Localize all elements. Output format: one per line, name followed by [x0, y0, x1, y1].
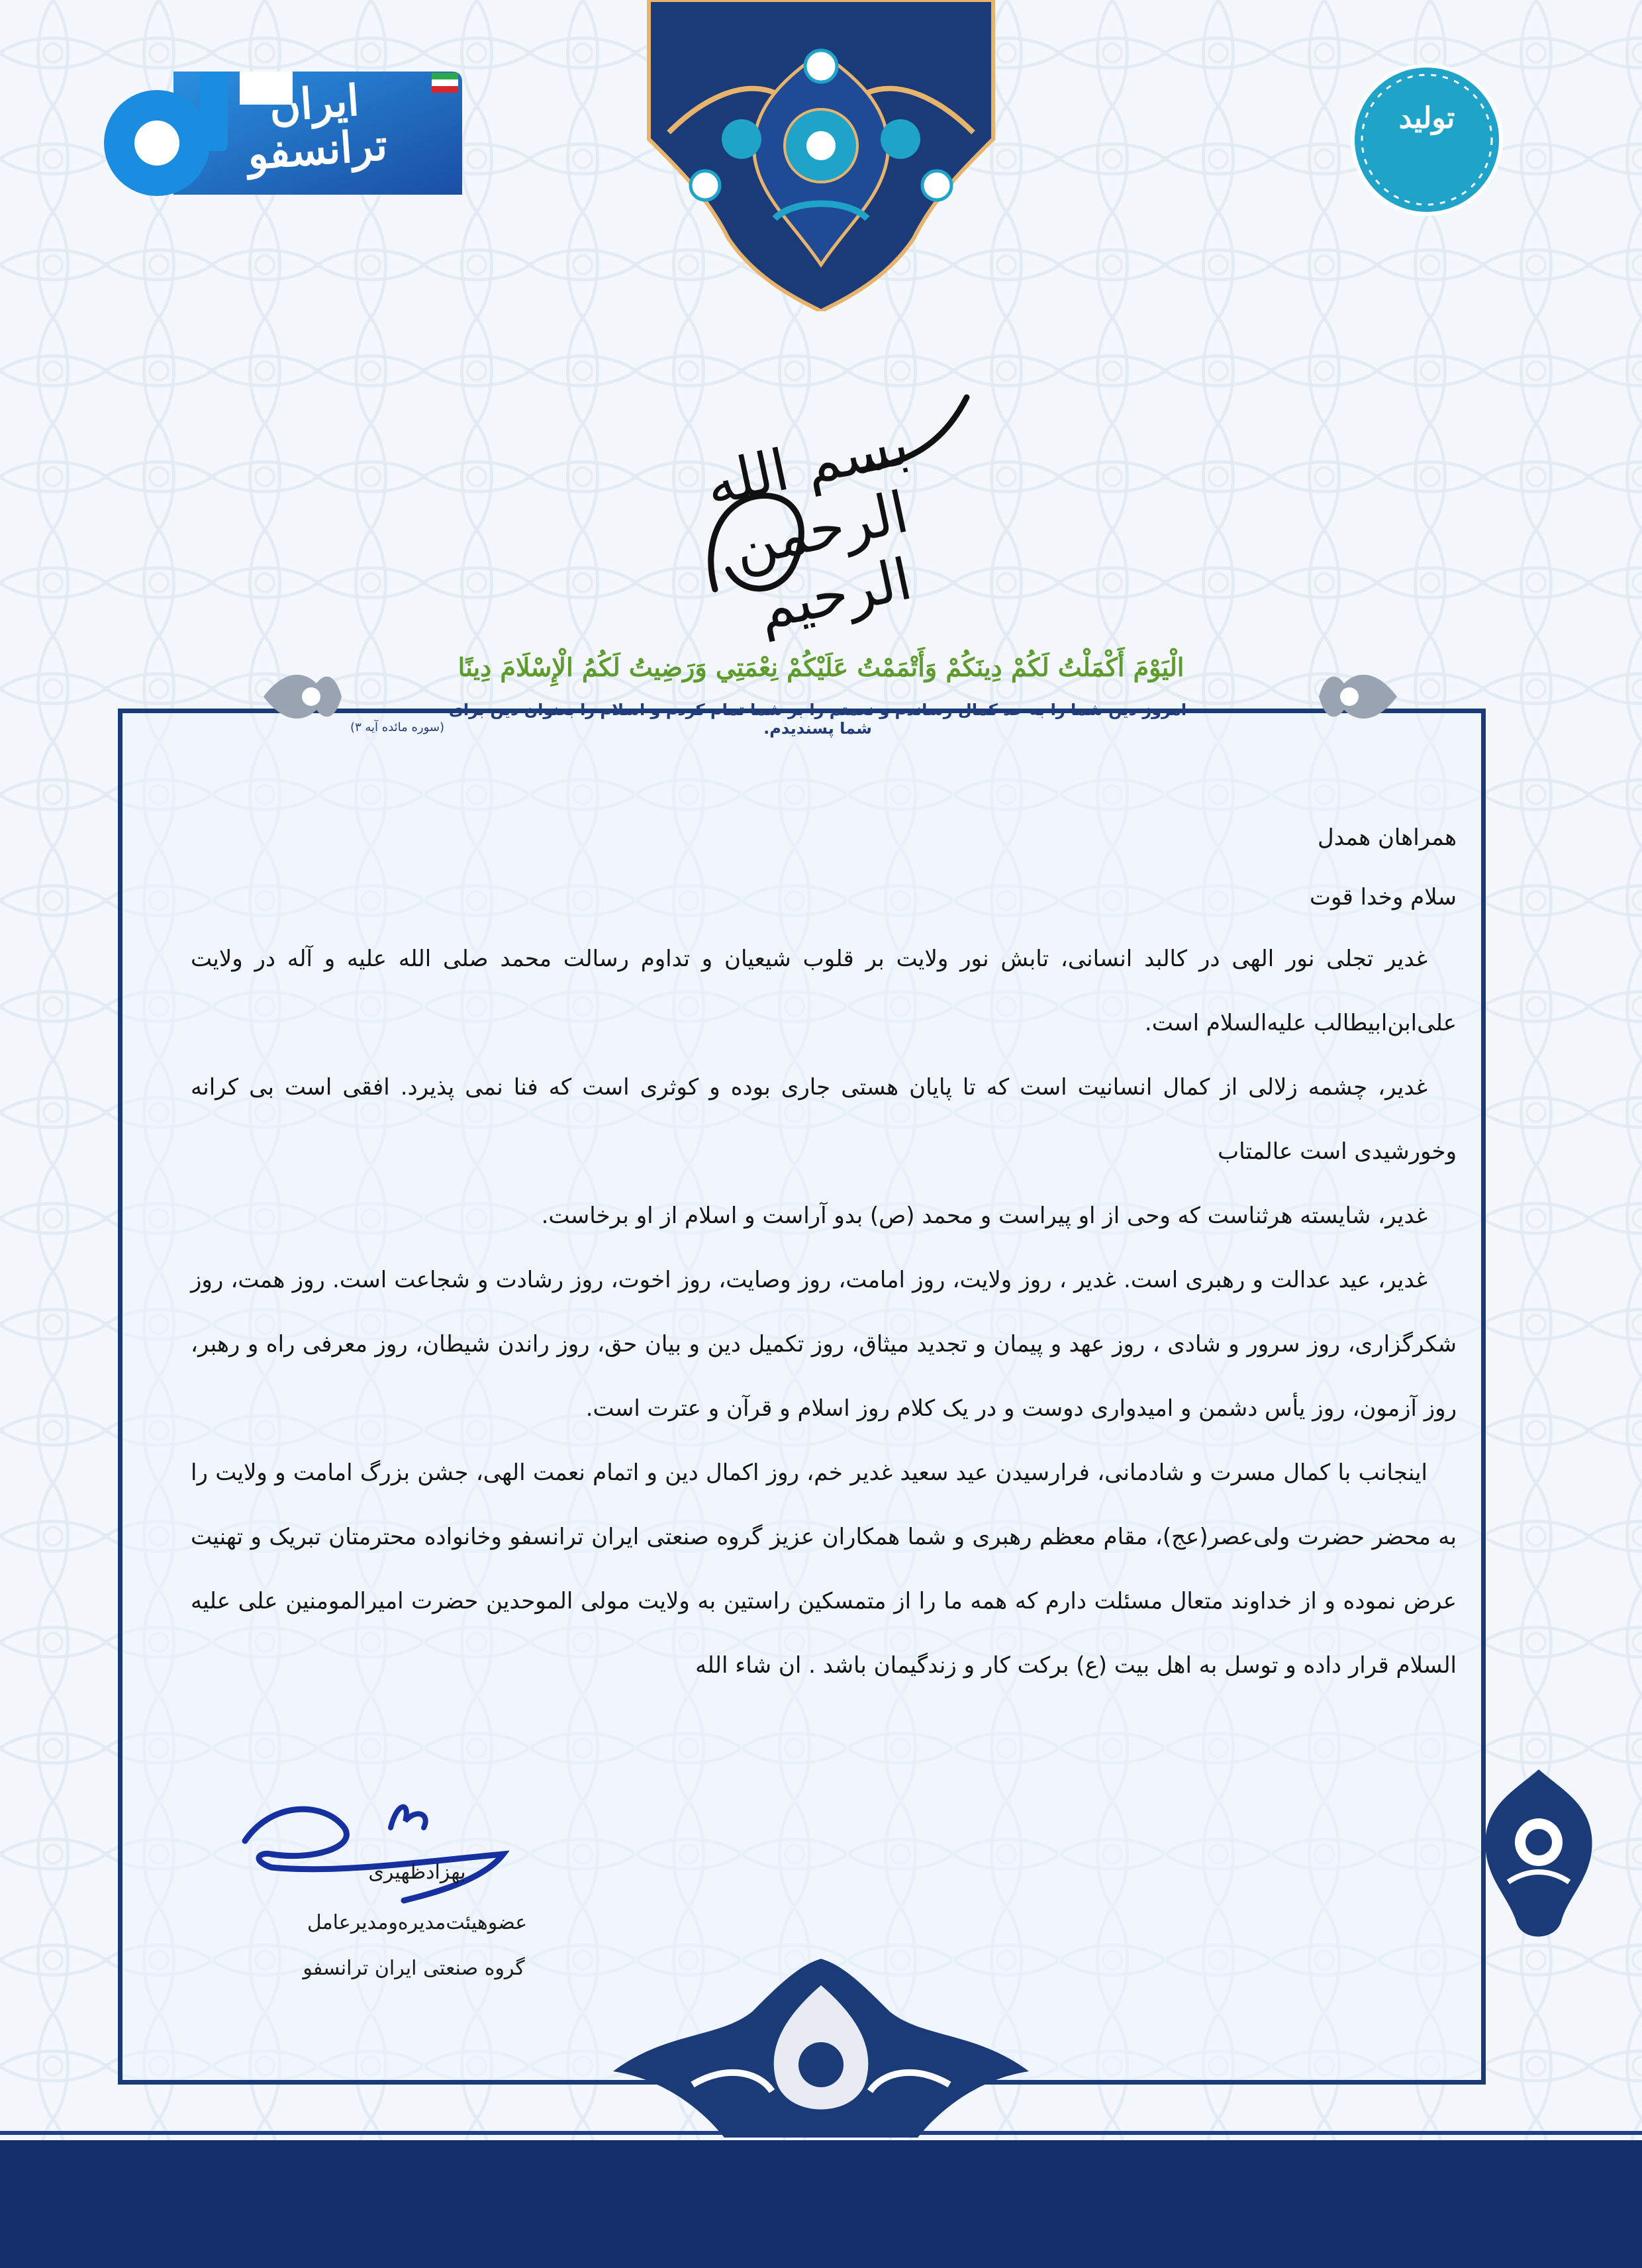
basmala-calligraphy — [662, 371, 980, 644]
footer-band — [0, 2140, 1642, 2268]
greeting: سلام وخدا قوت — [1310, 884, 1457, 911]
basmala-text: بسم الله الرحمن الرحیم — [700, 411, 918, 644]
bottom-arabesque-ornament — [613, 1959, 1029, 2157]
quran-verse-arabic: الْيَوْمَ أَكْمَلْتُ لَكُمْ دِينَكُمْ وَأَتْمَمْتُ عَلَيْكُمْ نِعْمَتِي وَرَضِيتُ لَكُمُ الْإِسْلَامَ دِينًا — [458, 652, 1184, 682]
production-year-emblem — [1344, 57, 1510, 222]
paragraph-5: اینجانب با کمال مسرت و شادمانی، فرارسیدن عید سعید غدیر خم، روز اکمال دین و اتمام نعمت الهی، جشن بزرگ امامت و ولایت را به محضر حضرت ولی‌عصر(عج)، مقام معظم رهبری و شما همکاران عزیز گروه صنعتی ایران ترانسفو وخانواده محترمتان تبریک و تهنیت عرض نموده و از خداوند متعال مسئلت دارم که همه ما را از متمسکین راستین به ولایت مولی الموحدین حضرت امیرالمومنین علی علیه السلام قرار داده و توسل به اهل بیت (ع) برکت کار و زندگیمان باشد . ان شاء الله — [191, 1459, 1457, 1679]
logo-left-text: ایران ترانسفو — [246, 75, 389, 180]
left-verse-ornament — [264, 664, 342, 730]
signatory-company: گروه صنعتی ایران ترانسفو — [303, 1957, 525, 1980]
iran-transfo-logo — [94, 65, 465, 204]
paragraph-2: غدیر، چشمه زلالی از کمال انسانیت است که تا پایان هستی جاری بوده و کوثری است که فنا نمی پذیرد. افقی است بی کرانه وخورشیدی است عالمتاب — [191, 1074, 1457, 1165]
signatory-title: عضوهیئت‌مدیره‌ومدیرعامل — [307, 1911, 528, 1934]
emblem-text: تولید — [1398, 101, 1455, 135]
handwritten-signature — [232, 1788, 516, 1914]
verse-reference: (سوره مائده آیه ۳) — [350, 720, 445, 734]
top-arabesque-ornament — [642, 0, 1000, 311]
signatory-name: بهزادظهیری — [368, 1861, 466, 1884]
letter-body — [191, 808, 1457, 1698]
right-verse-ornament — [1319, 664, 1397, 730]
paragraph-3: غدیر، شایسته هرثناست که وحی از او پیراست و محمد (ص) بدو آراست و اسلام از او برخاست. — [541, 1203, 1427, 1229]
paragraph-4: غدیر، عید عدالت و رهبری است. غدیر ، روز ولایت، روز امامت، روز وصایت، روز اخوت، روز رشادت و شجاعت است. روز همت، روز شکرگزاری، روز سرور و شادی ، روز عهد و پیمان و تجدید میثاق، روز تکمیل دین و بیان حق، روز راندن شیطان، روز معرفی راه و رهبر، روز آزمون، روز یأس دشمن و امیدواری دوست و در یک کلام روز اسلام و قرآن و عترت است. — [191, 1267, 1457, 1422]
right-arabesque-ornament — [1482, 1769, 1596, 1947]
quran-verse-translation: امروز دین شما را به حد کمال رساندم و نعمتم را بر شما تمام کردم و اسلام را بعنوان دین برای شما پسندیدم. — [448, 701, 1187, 738]
salutation: همراهان همدل — [1318, 824, 1457, 851]
paragraph-1: غدیر تجلی نور الهی در کالبد انسانی، تابش نور ولایت بر قلوب شیعیان و تداوم رسالت محمد صلی الله علیه و آله در ولایت علی‌ابن‌ابیطالب علیه‌السلام است. — [191, 946, 1457, 1036]
